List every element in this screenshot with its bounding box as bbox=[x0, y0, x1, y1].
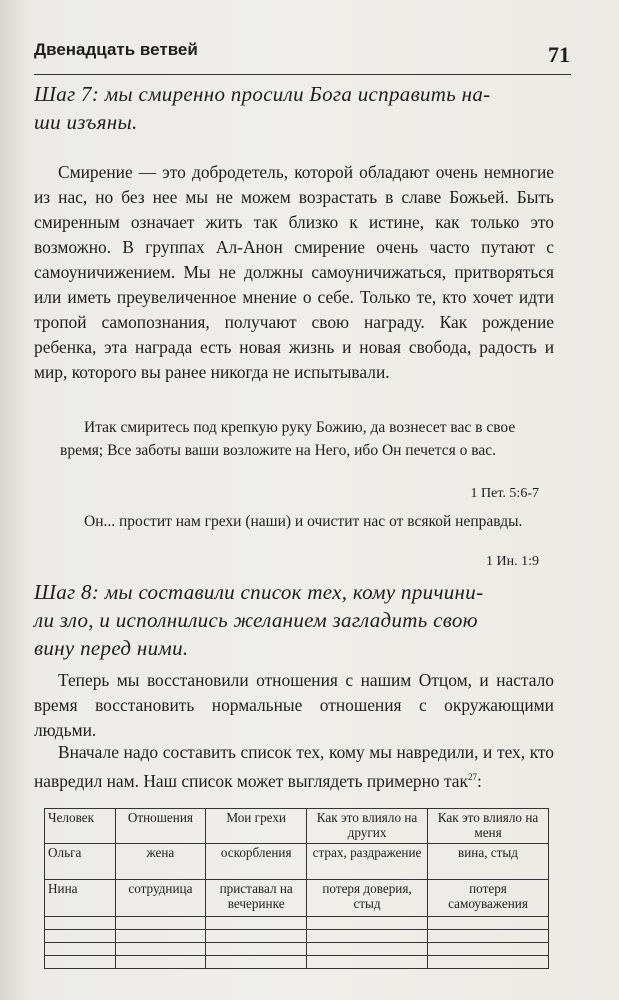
table-cell bbox=[45, 943, 116, 956]
table-cell bbox=[115, 917, 206, 930]
table-header-cell: Мои грехи bbox=[206, 809, 307, 844]
table-cell: жена bbox=[115, 844, 206, 880]
table-cell bbox=[45, 956, 116, 969]
table-cell: вина, стыд bbox=[428, 844, 549, 880]
table-cell: страх, раздражение bbox=[307, 844, 428, 880]
step8-title-line: вину перед ними. bbox=[34, 636, 189, 660]
table-header-cell: Отношения bbox=[115, 809, 206, 844]
page-number: 71 bbox=[548, 42, 570, 67]
step7-title bbox=[34, 80, 554, 136]
table-cell: потеря самоуважения bbox=[428, 880, 549, 917]
step8-paragraph-1: Теперь мы восстановили отношения с нашим Отцом, и настало время восстановить нормальные отношения с окружающими людьми. bbox=[34, 670, 554, 740]
table-cell bbox=[206, 943, 307, 956]
quote-1: Итак смиритесь под крепкую руку Божию, да вознесет вас в свое время; Все заботы ваши возложите на Него, ибо Он печется о вас. bbox=[60, 419, 516, 459]
table-cell bbox=[307, 917, 428, 930]
table-header-cell: Как это влияло на меня bbox=[428, 809, 549, 844]
table-cell: потеря доверия, стыд bbox=[307, 880, 428, 917]
table-header-cell: Как это влияло на других bbox=[307, 809, 428, 844]
table-empty-row bbox=[45, 930, 549, 943]
table-empty-row bbox=[45, 943, 549, 956]
table-header-cell: Человек bbox=[45, 809, 116, 844]
step8-paragraph-2-end: : bbox=[476, 770, 482, 791]
header-rule bbox=[34, 74, 571, 75]
table-cell bbox=[307, 930, 428, 943]
table-cell: приставал на вечеринке bbox=[206, 880, 307, 917]
running-title: Двенадцать ветвей bbox=[34, 40, 198, 59]
step8-title bbox=[34, 578, 554, 662]
table-row bbox=[45, 844, 549, 880]
step7-title-line: ши изъяны. bbox=[34, 110, 138, 134]
table-cell: оскорбления bbox=[206, 844, 307, 880]
table-cell bbox=[307, 956, 428, 969]
quote-1-reference: 1 Пет. 5:6-7 bbox=[470, 486, 539, 501]
quote-2-reference: 1 Ин. 1:9 bbox=[486, 554, 539, 569]
table-cell bbox=[206, 930, 307, 943]
table-row bbox=[45, 880, 549, 917]
table-cell bbox=[115, 956, 206, 969]
page-header bbox=[34, 40, 574, 74]
table-cell bbox=[428, 930, 549, 943]
table-cell bbox=[428, 917, 549, 930]
table-cell bbox=[115, 943, 206, 956]
table-cell bbox=[428, 943, 549, 956]
quote-2: Он... простит нам грехи (наши) и очистит нас от всякой неправды. bbox=[84, 513, 523, 530]
table-cell bbox=[115, 930, 206, 943]
table-cell: Ольга bbox=[45, 844, 116, 880]
step8-title-line: ли зло, и исполнились желанием загладить свою bbox=[34, 608, 478, 632]
step7-paragraph: Смирение — это добродетель, которой обладают очень немногие из нас, но без нее мы не можем возрастать в славе Божьей. Быть смиренным означает жить так близко к истине, как только это возможно. В группах Ал-Анон смирение очень часто путают с самоуничижением. Мы не должны самоуничижаться, притворяться или иметь преувеличенное мнение о себе. Только те, кто хочет идти тропой самопознания, получают свою награду. Как рождение ребенка, эта награда есть новая жизнь и новая свобода, радость и мир, которого вы ранее никогда не испытывали. bbox=[34, 162, 554, 382]
step8-title-line: Шаг 8: мы составили список тех, кому причини- bbox=[34, 580, 484, 604]
table-empty-row bbox=[45, 917, 549, 930]
table-header-row bbox=[45, 809, 549, 844]
footnote-marker: 27 bbox=[467, 772, 477, 782]
table-cell bbox=[307, 943, 428, 956]
table-cell bbox=[206, 956, 307, 969]
inventory-table bbox=[44, 808, 549, 969]
step8-paragraph-2-text: Вначале надо составить список тех, кому мы навредили, и тех, кто навредил нам. Наш список может выглядеть примерно так bbox=[34, 742, 554, 791]
table-empty-row bbox=[45, 956, 549, 969]
step7-title-line: Шаг 7: мы смиренно просили Бога исправить на- bbox=[34, 82, 491, 106]
table-cell bbox=[45, 930, 116, 943]
step8-paragraph-2 bbox=[34, 740, 554, 794]
table-cell: сотрудница bbox=[115, 880, 206, 917]
table-cell bbox=[206, 917, 307, 930]
table-cell bbox=[45, 917, 116, 930]
table-cell bbox=[428, 956, 549, 969]
table-cell: Нина bbox=[45, 880, 116, 917]
